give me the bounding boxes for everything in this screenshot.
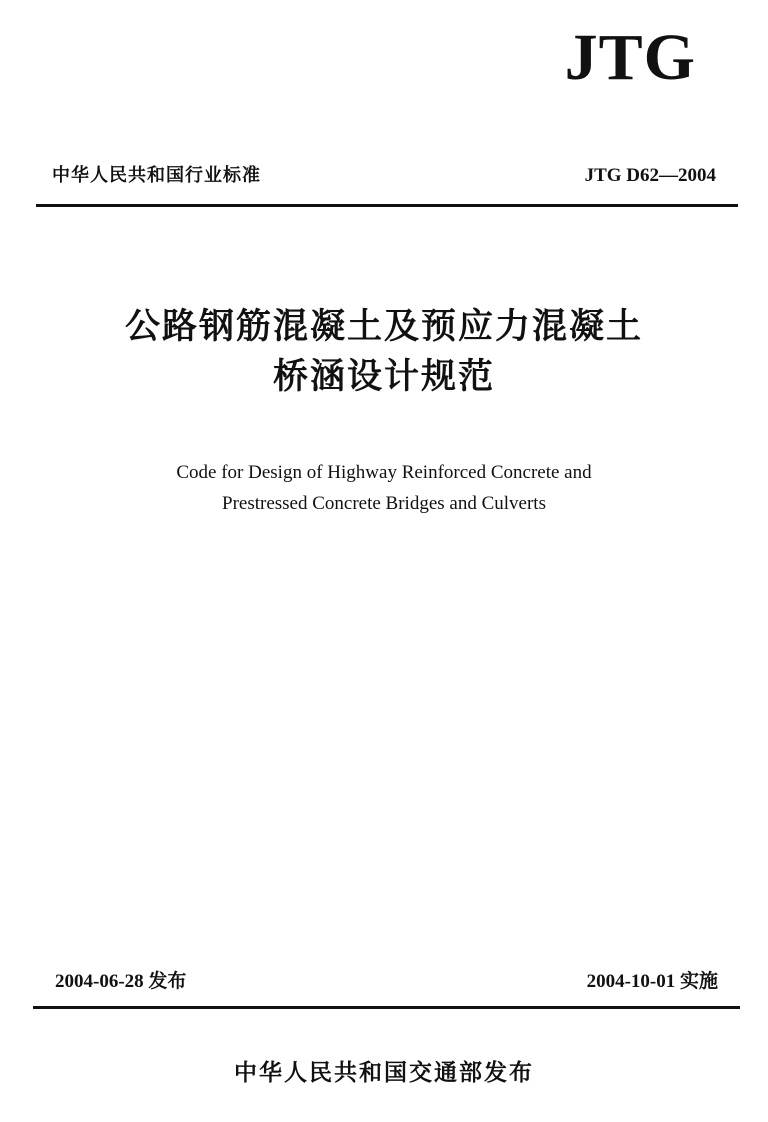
bottom-divider [33,1006,740,1009]
title-english-line-2: Prestressed Concrete Bridges and Culverts [222,493,546,514]
standard-code: JTG D62—2004 [584,165,716,186]
top-divider [36,204,738,207]
title-chinese-line-2: 桥涵设计规范 [272,356,495,397]
jtg-logo: JTG [564,21,696,94]
industry-standard-label: 中华人民共和国行业标准 [52,165,261,186]
issue-date: 2004-06-28 发布 [55,971,187,992]
publisher: 中华人民共和国交通部发布 [234,1060,534,1086]
implementation-date: 2004-10-01 实施 [586,971,718,992]
title-chinese-line-1: 公路钢筋混凝土及预应力混凝土 [124,306,643,347]
title-english-line-1: Code for Design of Highway Reinforced Concrete and [176,462,592,483]
